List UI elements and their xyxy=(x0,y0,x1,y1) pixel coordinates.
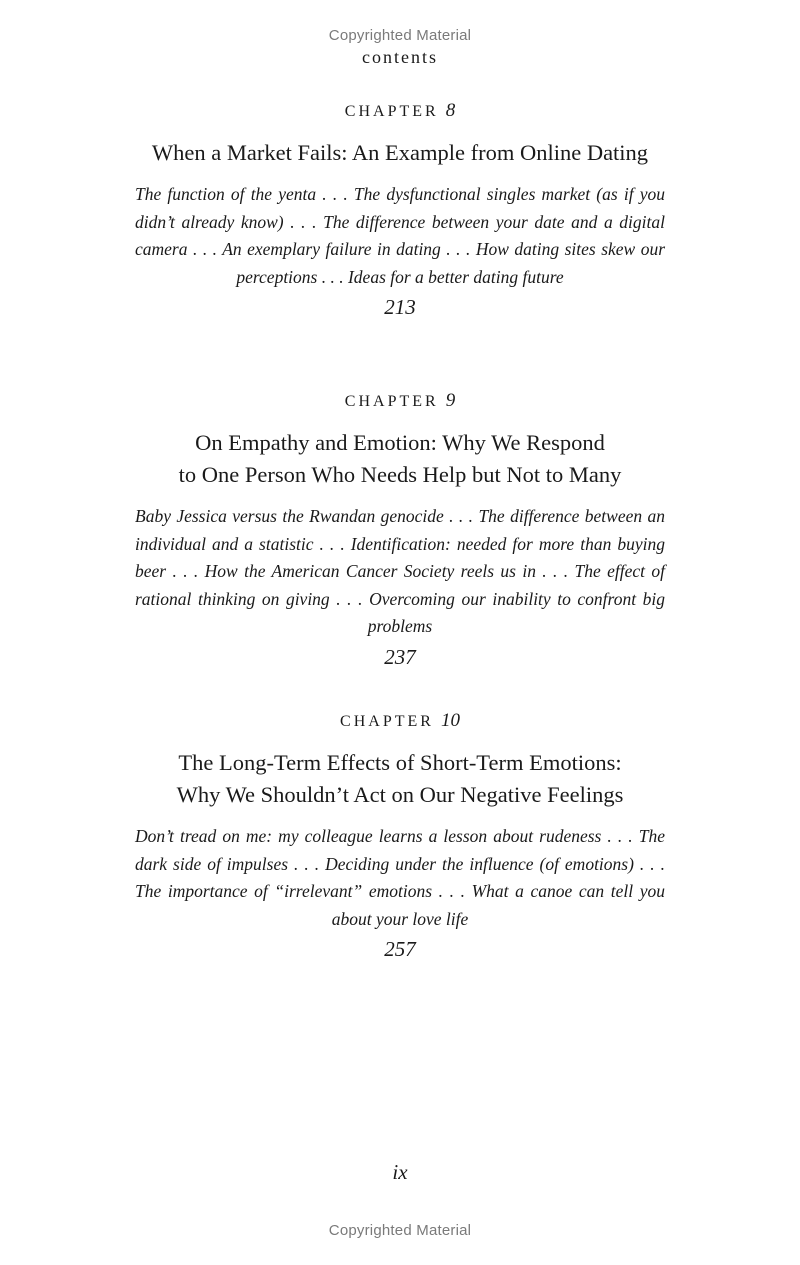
chapter-title[interactable] xyxy=(100,427,700,491)
copyright-watermark-top: Copyrighted Material xyxy=(328,27,472,44)
chapter-summary: Don’t tread on me: my colleague learns a lesson about rudeness . . . The dark side of impulses . . . Deciding under the influence (of emotions) . . . The importance of “irrelevant” emotions . . . What a canoe can tell you about your love life xyxy=(135,826,665,929)
chapter-entry-9 xyxy=(0,391,800,670)
chapter-summary: Baby Jessica versus the Rwandan genocide . . . The difference between an individual and a statistic . . . Identification: needed for more than buying beer . . . How the American Cancer Society reels us in . . . The effect of rational thinking on giving . . . Overcoming our inability to confront big problems xyxy=(135,506,665,637)
chapter-number: 8 xyxy=(445,100,456,121)
chapter-title-line: Why We Shouldn’t Act on Our Negative Feelings xyxy=(176,782,624,807)
chapter-title[interactable] xyxy=(100,137,700,169)
chapter-title[interactable] xyxy=(100,747,700,811)
chapter-number: 10 xyxy=(440,710,460,731)
chapter-number: 9 xyxy=(445,390,456,411)
running-head: contents xyxy=(362,47,438,67)
chapter-summary: The function of the yenta . . . The dysfunctional singles market (as if you didn’t already know) . . . The difference between your date and a digital camera . . . An exemplary failure in dating . . . How dating sites skew our perceptions . . . Ideas for a better dating future xyxy=(135,184,665,287)
chapter-page-number[interactable]: 257 xyxy=(384,937,416,962)
chapter-title-line: When a Market Fails: An Example from Online Dating xyxy=(151,140,649,165)
chapter-page-number[interactable]: 213 xyxy=(384,295,416,320)
chapter-title-line: to One Person Who Needs Help but Not to Many xyxy=(178,462,622,487)
chapter-title-line: On Empathy and Emotion: Why We Respond xyxy=(195,430,605,455)
chapter-label xyxy=(0,711,800,732)
chapter-label xyxy=(0,101,800,122)
chapter-label xyxy=(0,391,800,412)
chapter-entry-10 xyxy=(0,711,800,962)
chapter-label-text: CHAPTER xyxy=(340,713,434,730)
chapter-label-text: CHAPTER xyxy=(344,393,439,410)
chapter-title-line: The Long-Term Effects of Short-Term Emotions: xyxy=(178,750,622,775)
page-folio: ix xyxy=(392,1160,408,1184)
chapter-entry-8 xyxy=(0,101,800,320)
chapter-label-text: CHAPTER xyxy=(344,103,439,120)
copyright-watermark-bottom: Copyrighted Material xyxy=(328,1222,472,1239)
chapter-page-number[interactable]: 237 xyxy=(384,644,416,669)
